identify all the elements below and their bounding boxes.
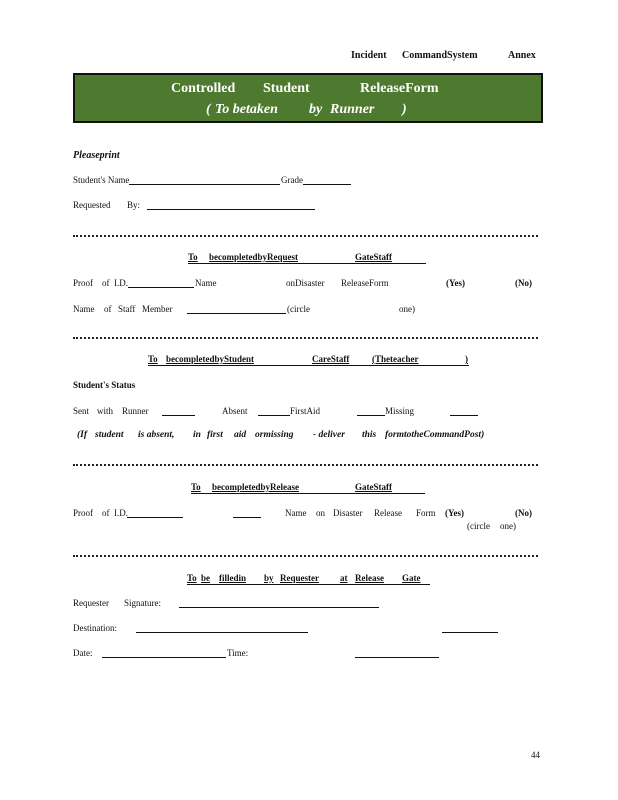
subtitle-word-2: by xyxy=(309,102,323,117)
subtitle-close: ) xyxy=(402,102,407,117)
s2-id-field[interactable] xyxy=(128,287,194,288)
s3-note-10: formtotheCommandPost) xyxy=(385,430,485,440)
section3-heading-2: becompletedbyStudent xyxy=(166,354,255,364)
section4-heading-underline xyxy=(191,493,425,494)
s2-name-label-2: Name xyxy=(73,304,95,314)
s4-of-label: of xyxy=(102,508,110,518)
section2-heading-1: To xyxy=(188,252,198,262)
s4-disaster-label: Disaster xyxy=(333,508,363,518)
s3-first-aid-label: FirstAid xyxy=(290,406,321,416)
s3-note-9: this xyxy=(362,430,377,440)
s3-sent-label: Sent xyxy=(73,406,90,416)
requested-by-field[interactable] xyxy=(147,209,315,210)
s4-proof-label: Proof xyxy=(73,508,93,518)
s4-no-option[interactable]: (No) xyxy=(515,508,532,518)
section5-heading-1: To xyxy=(187,573,197,583)
s3-absent-field[interactable] xyxy=(258,415,290,416)
s3-note-4: in xyxy=(193,430,201,440)
s3-note-1: (If xyxy=(77,430,88,440)
s2-id-label: I.D. xyxy=(114,278,128,288)
requested-label: Requested xyxy=(73,200,111,210)
s3-with-label: with xyxy=(97,406,114,416)
s3-note-7: ormissing xyxy=(255,430,294,440)
s3-note-5: first xyxy=(207,430,223,440)
s4-on-label: on xyxy=(316,508,325,518)
s3-note-8: - deliver xyxy=(313,430,345,440)
s4-id-label: I.D. xyxy=(114,508,128,518)
s4-circle-label: (circle xyxy=(467,521,490,531)
section-divider-3 xyxy=(73,464,538,466)
time-field[interactable] xyxy=(355,657,439,658)
s4-release-label: Release xyxy=(374,508,402,518)
signature-field[interactable] xyxy=(179,607,379,608)
section3-heading-4: (Theteacher xyxy=(372,354,419,364)
s2-of-label-2: of xyxy=(104,304,112,314)
s2-staff-label: Staff xyxy=(118,304,136,314)
student-name-field[interactable] xyxy=(129,184,280,185)
s3-runner-label: Runner xyxy=(122,406,149,416)
subtitle-word-3: Runner xyxy=(330,102,375,117)
section4-heading-1: To xyxy=(191,482,201,492)
s3-missing-field[interactable] xyxy=(450,415,478,416)
s4-yes-option[interactable]: (Yes) xyxy=(445,508,464,518)
section5-heading-5: Requester xyxy=(280,573,319,583)
section-divider-4 xyxy=(73,555,538,557)
s3-note-6: aid xyxy=(234,430,247,440)
date-field[interactable] xyxy=(102,657,226,658)
date-label: Date: xyxy=(73,648,93,658)
section5-heading-7: Release xyxy=(355,573,384,583)
section2-heading-3: GateStaff xyxy=(355,252,392,262)
please-print-label: Pleaseprint xyxy=(73,150,120,161)
section3-heading-3: CareStaff xyxy=(312,354,350,364)
section5-heading-4: by xyxy=(264,573,274,583)
section5-heading-2: be xyxy=(201,573,210,583)
title-word-3: ReleaseForm xyxy=(360,81,439,96)
s3-missing-label: Missing xyxy=(385,406,415,416)
section5-heading-underline xyxy=(187,584,430,585)
s2-no-option[interactable]: (No) xyxy=(515,278,532,288)
s2-circle-label: (circle xyxy=(287,304,310,314)
section3-heading-5: ) xyxy=(465,354,468,364)
time-label: Time: xyxy=(227,648,249,658)
s3-note-3: is absent, xyxy=(138,430,175,440)
student-name-label: Student's Name xyxy=(73,175,130,185)
signature-label: Signature: xyxy=(124,598,161,608)
section3-heading-1: To xyxy=(148,354,158,364)
header-command-system: CommandSystem xyxy=(402,50,478,61)
s3-runner-field[interactable] xyxy=(162,415,195,416)
s4-one-label: one) xyxy=(500,521,516,531)
destination-field[interactable] xyxy=(136,632,308,633)
destination-label: Destination: xyxy=(73,623,117,633)
s3-note-2: student xyxy=(95,430,124,440)
s4-form-label: Form xyxy=(416,508,436,518)
header-annex: Annex xyxy=(508,50,536,61)
subtitle-open: ( xyxy=(206,102,211,117)
s3-first-aid-field[interactable] xyxy=(357,415,385,416)
s4-name-label: Name xyxy=(285,508,307,518)
s2-proof-label: Proof xyxy=(73,278,93,288)
section4-heading-3: GateStaff xyxy=(355,482,392,492)
requested-by-label: By: xyxy=(127,200,141,210)
page-number: 44 xyxy=(531,750,540,760)
grade-field[interactable] xyxy=(303,184,351,185)
s2-of-label: of xyxy=(102,278,110,288)
s4-extra-field[interactable] xyxy=(233,517,261,518)
s2-yes-option[interactable]: (Yes) xyxy=(446,278,465,288)
section5-heading-3: filledin xyxy=(219,573,247,583)
section5-heading-8: Gate xyxy=(402,573,421,583)
s2-member-label: Member xyxy=(142,304,173,314)
form-title-banner xyxy=(73,73,543,123)
title-word-1: Controlled xyxy=(171,81,236,96)
s2-one-label: one) xyxy=(399,304,415,314)
s2-release-form-label: ReleaseForm xyxy=(341,278,389,288)
section5-heading-6: at xyxy=(340,573,348,583)
section-divider-2 xyxy=(73,337,538,339)
section4-heading-2: becompletedbyRelease xyxy=(212,482,299,492)
grade-label: Grade xyxy=(281,175,303,185)
header-incident: Incident xyxy=(351,50,387,61)
section3-heading-underline xyxy=(148,365,469,366)
title-word-2: Student xyxy=(263,81,310,96)
destination-field-extra[interactable] xyxy=(442,632,498,633)
section2-heading-2: becompletedbyRequest xyxy=(209,252,298,262)
s2-on-disaster-label: onDisaster xyxy=(286,278,325,288)
student-status-label: Student's Status xyxy=(73,380,136,390)
subtitle-word-1: To betaken xyxy=(215,102,278,117)
requester-label: Requester xyxy=(73,598,109,608)
section-divider-1 xyxy=(73,235,538,237)
s2-name-label: Name xyxy=(195,278,217,288)
section2-heading-underline xyxy=(188,263,426,264)
s4-id-field[interactable] xyxy=(127,517,183,518)
s3-absent-label: Absent xyxy=(222,406,248,416)
s2-staff-member-field[interactable] xyxy=(187,313,286,314)
